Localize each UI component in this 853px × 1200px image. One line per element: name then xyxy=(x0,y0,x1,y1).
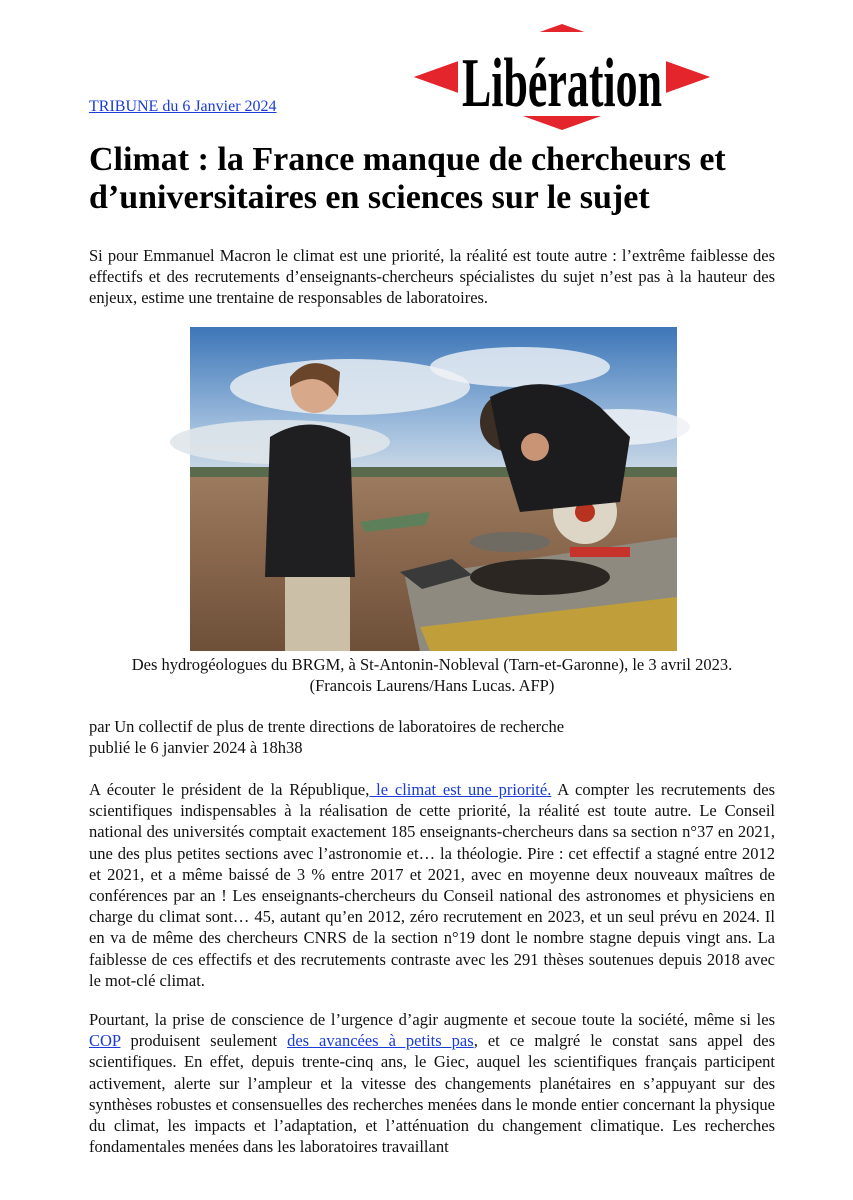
photo-credit: (Francois Laurens/Hans Lucas. AFP) xyxy=(309,676,555,695)
article-standfirst: Si pour Emmanuel Macron le climat est une priorité, la réalité est toute autre : l’extrême faiblesse des effectifs et des recrutements d’enseignants-chercheurs spécialistes du sujet n’est pas à la hauteur des enjeux, estime une trentaine de responsables de laboratoires. xyxy=(89,246,775,307)
paragraph-text: produisent seulement xyxy=(120,1031,288,1051)
byline-author: par Un collectif de plus de trente directions de laboratoires de recherche xyxy=(89,717,565,736)
climate-priority-link[interactable]: le climat est une priorité. xyxy=(369,780,552,799)
liberation-logo-graphic xyxy=(414,22,710,132)
paragraph-text: A compter les recrutements des scientifiques indispensables à la réalisation de cette priorité, la réalité est toute autre. Le Conseil national des universités comptait exactement 185 enseignants-chercheurs dans sa section n°37 en 2021, une des plus petites sections avec l’astronomie et… la théologie. Pire : cet effectif a stagné entre 2012 et 2021, et a même baissé de 3 % entre 2017 et 2021, avec en moyenne deux nouveaux maîtres de conférences par an ! Les enseignants-chercheurs du Conseil national des astronomes et physiciens en charge du climat sont… 45, autant qu’en 2012, zéro recrutement en 2023, et un seul prévu en 2024. Il en va de même des chercheurs CNRS de la section n°19 dont le nombre stagne depuis vingt ans. La faiblesse de ces effectifs et des recrutements contraste avec les 291 thèses soutenues depuis 2018 avec le mot-clé climat. xyxy=(89,780,776,990)
article-photo xyxy=(190,327,677,651)
logo-text: Libération xyxy=(462,45,662,122)
liberation-logo xyxy=(414,22,710,132)
article-paragraph-2 xyxy=(89,1009,775,1157)
byline-published: publié le 6 janvier 2024 à 18h38 xyxy=(89,738,303,757)
paragraph-text: A écouter le président de la République, xyxy=(89,780,370,799)
field-hydrogeologists-photo-icon xyxy=(190,327,677,651)
article-headline: Climat : la France manque de chercheurs et d’universitaires en sciences sur le sujet xyxy=(89,141,726,216)
tribune-date-link[interactable]: TRIBUNE du 6 Janvier 2024 xyxy=(89,98,277,115)
paragraph-text: Pourtant, la prise de conscience de l’urgence d’agir augmente et secoue toute la société, même si les xyxy=(89,1010,775,1029)
photo-caption-text: Des hydrogéologues du BRGM, à St-Antonin-Nobleval (Tarn-et-Garonne), le 3 avril 2023. xyxy=(131,655,733,674)
article-paragraph-1 xyxy=(89,779,775,991)
paragraph-text: , et ce malgré le constat sans appel des scientifiques. En effet, depuis trente-cinq ans, le Giec, auquel les scientifiques français participent activement, alerte sur l’ampleur et la vitesse des changements planétaires en s’appuyant sur des synthèses robustes et consensuelles des recherches menées dans le monde entier concernant la physique du climat, les impacts et l’adaptation, et l’atténuation du changement climatique. Les recherches fondamentales menées dans les laboratoires travaillant xyxy=(89,1031,775,1157)
photo-caption xyxy=(89,654,775,696)
small-steps-link[interactable]: des avancées à petits pas xyxy=(287,1031,474,1051)
cop-link[interactable]: COP xyxy=(89,1031,121,1051)
article-byline xyxy=(89,716,775,758)
